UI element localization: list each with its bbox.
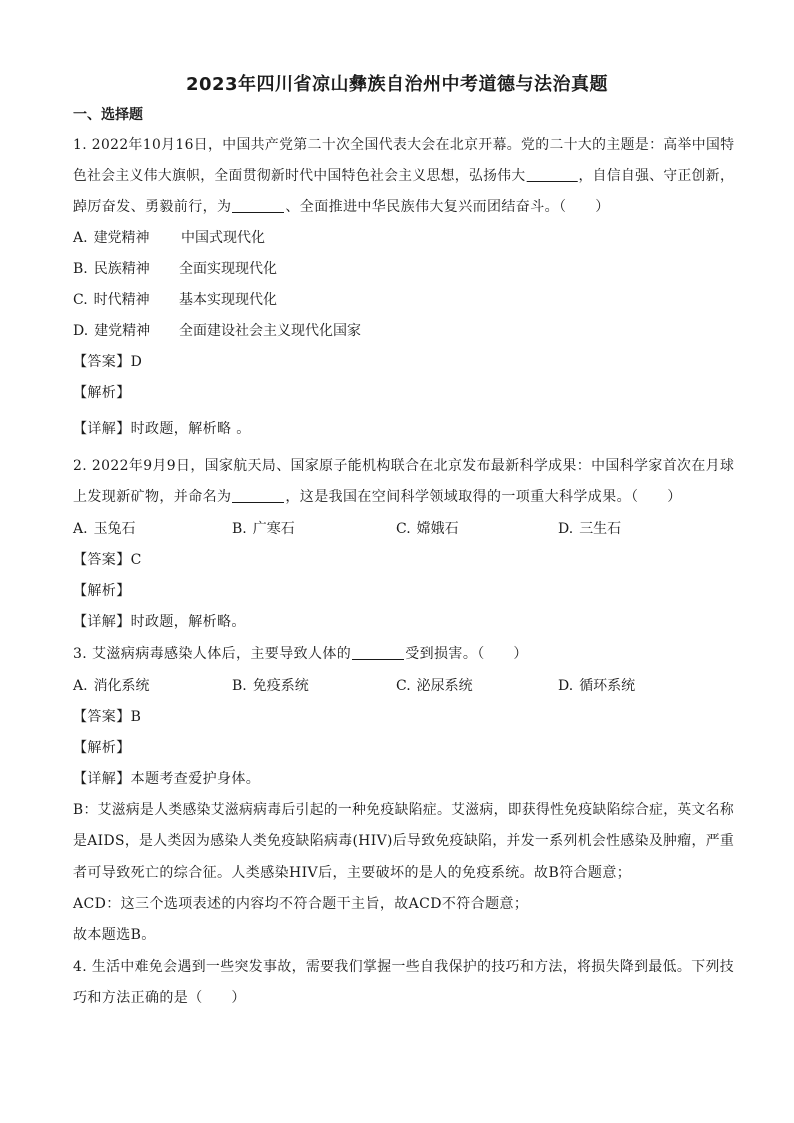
q1-analysis: 【解析】 <box>73 385 131 401</box>
q1-answer: 【答案】D <box>73 354 143 370</box>
option-text: 循环系统 <box>579 678 636 694</box>
option-letter: D. <box>558 521 574 537</box>
q1-line-2 <box>73 165 734 185</box>
option-letter: B. <box>232 521 247 537</box>
q3-option-c <box>396 675 473 695</box>
option-letter: C. <box>396 678 411 694</box>
option-letter: B. <box>73 261 88 277</box>
option-text: 泌尿系统 <box>416 678 473 694</box>
q2-line-1: 2. 2022年9月9日，国家航天局、国家原子能机构联合在北京发布最新科学成果：中国科学家首次在月球 <box>73 458 735 474</box>
q3-option-b <box>232 675 309 695</box>
section-heading: 一、选择题 <box>73 107 143 123</box>
q3-option-a <box>73 675 150 695</box>
q1-line-3-text-a: 踔厉奋发、勇毅前行，为 <box>73 199 232 215</box>
q1-line-3-text-b: 、全面推进中华民族伟大复兴而团结奋斗。（ ） <box>285 199 610 215</box>
q2-option-c <box>396 518 459 538</box>
q2-line-2-text-b: ，这是我国在空间科学领域取得的一项重大科学成果。（ ） <box>285 489 682 505</box>
q1-detail: 【详解】时政题，解析略 。 <box>73 421 251 437</box>
q3-option-d <box>558 675 635 695</box>
option-text: 广寒石 <box>252 521 295 537</box>
q1-option-c <box>73 289 277 309</box>
option-text-b: 全面建设社会主义现代化国家 <box>179 323 361 339</box>
q1-line-2-text-a: 色社会主义伟大旗帜，全面贯彻新时代中国特色社会主义思想，弘扬伟大 <box>73 168 526 184</box>
q1-line-2-text-b: ，自信自强、守正创新， <box>578 168 735 184</box>
option-text: 玉兔石 <box>93 521 136 537</box>
answer-blank <box>232 488 284 503</box>
option-text-b: 全面实现现代化 <box>179 261 277 277</box>
q3-answer: 【答案】B <box>73 709 142 725</box>
q2-option-a <box>73 518 136 538</box>
q1-line-3 <box>73 196 610 216</box>
q2-option-d <box>558 518 621 538</box>
q2-answer: 【答案】C <box>73 552 142 568</box>
option-letter: A. <box>73 678 88 694</box>
q3-explanation-3: 者可导致死亡的综合征。人类感染HIV后，主要破坏的是人的免疫系统。故B符合题意； <box>73 865 632 881</box>
q3-line-1 <box>73 643 528 663</box>
option-text-b: 基本实现现代化 <box>179 292 277 308</box>
q1-option-a <box>73 227 265 247</box>
answer-blank <box>352 645 404 660</box>
q2-line-2 <box>73 486 682 506</box>
q1-option-d <box>73 320 361 340</box>
q3-explanation-4: ACD：这三个选项表述的内容均不符合题干主旨，故ACD不符合题意； <box>73 896 529 912</box>
q4-line-2: 巧和方法正确的是（ ） <box>73 990 246 1006</box>
q4-line-1: 4. 生活中难免会遇到一些突发事故，需要我们掌握一些自我保护的技巧和方法，将损失降到最低。下列技 <box>73 959 735 975</box>
q3-explanation-2: 是AIDS，是人类因为感染人类免疫缺陷病毒(HIV)后导致免疫缺陷，并发一系列机会性感染及肿瘤，严重 <box>73 833 735 849</box>
q1-line-1: 1. 2022年10月16日，中国共产党第二十次全国代表大会在北京开幕。党的二十大的主题是：高举中国特 <box>73 137 735 153</box>
page-title: 2023年四川省凉山彝族自治州中考道德与法治真题 <box>185 74 609 95</box>
option-letter: A. <box>73 230 88 246</box>
q3-line-1-text-a: 3. 艾滋病病毒感染人体后，主要导致人体的 <box>73 646 352 662</box>
q1-option-b <box>73 258 277 278</box>
option-letter: D. <box>558 678 574 694</box>
q3-explanation-5: 故本题选B。 <box>73 927 156 943</box>
q3-line-1-text-b: 受到损害。（ ） <box>405 646 528 662</box>
option-text-a: 时代精神 <box>93 292 150 308</box>
option-text: 免疫系统 <box>252 678 309 694</box>
q3-explanation-1: B：艾滋病是人类感染艾滋病病毒后引起的一种免疫缺陷症。艾滋病，即获得性免疫缺陷综合症，英文名称 <box>73 802 734 818</box>
q2-line-2-text-a: 上发现新矿物，并命名为 <box>73 489 232 505</box>
option-text: 三生石 <box>579 521 622 537</box>
q2-option-b <box>232 518 295 538</box>
answer-blank <box>232 198 284 213</box>
q2-analysis: 【解析】 <box>73 583 131 599</box>
option-text-a: 建党精神 <box>93 230 150 246</box>
q2-detail: 【详解】时政题，解析略。 <box>73 614 246 630</box>
option-letter: D. <box>73 323 89 339</box>
option-text-b: 中国式现代化 <box>181 230 265 246</box>
option-text: 消化系统 <box>93 678 150 694</box>
option-text: 嫦娥石 <box>416 521 459 537</box>
answer-blank <box>526 167 577 182</box>
option-letter: B. <box>232 678 247 694</box>
option-letter: C. <box>396 521 411 537</box>
option-text-a: 民族精神 <box>93 261 150 277</box>
q3-detail: 【详解】本题考查爱护身体。 <box>73 771 261 787</box>
option-letter: C. <box>73 292 88 308</box>
option-text-a: 建党精神 <box>94 323 151 339</box>
option-letter: A. <box>73 521 88 537</box>
q3-analysis: 【解析】 <box>73 740 131 756</box>
